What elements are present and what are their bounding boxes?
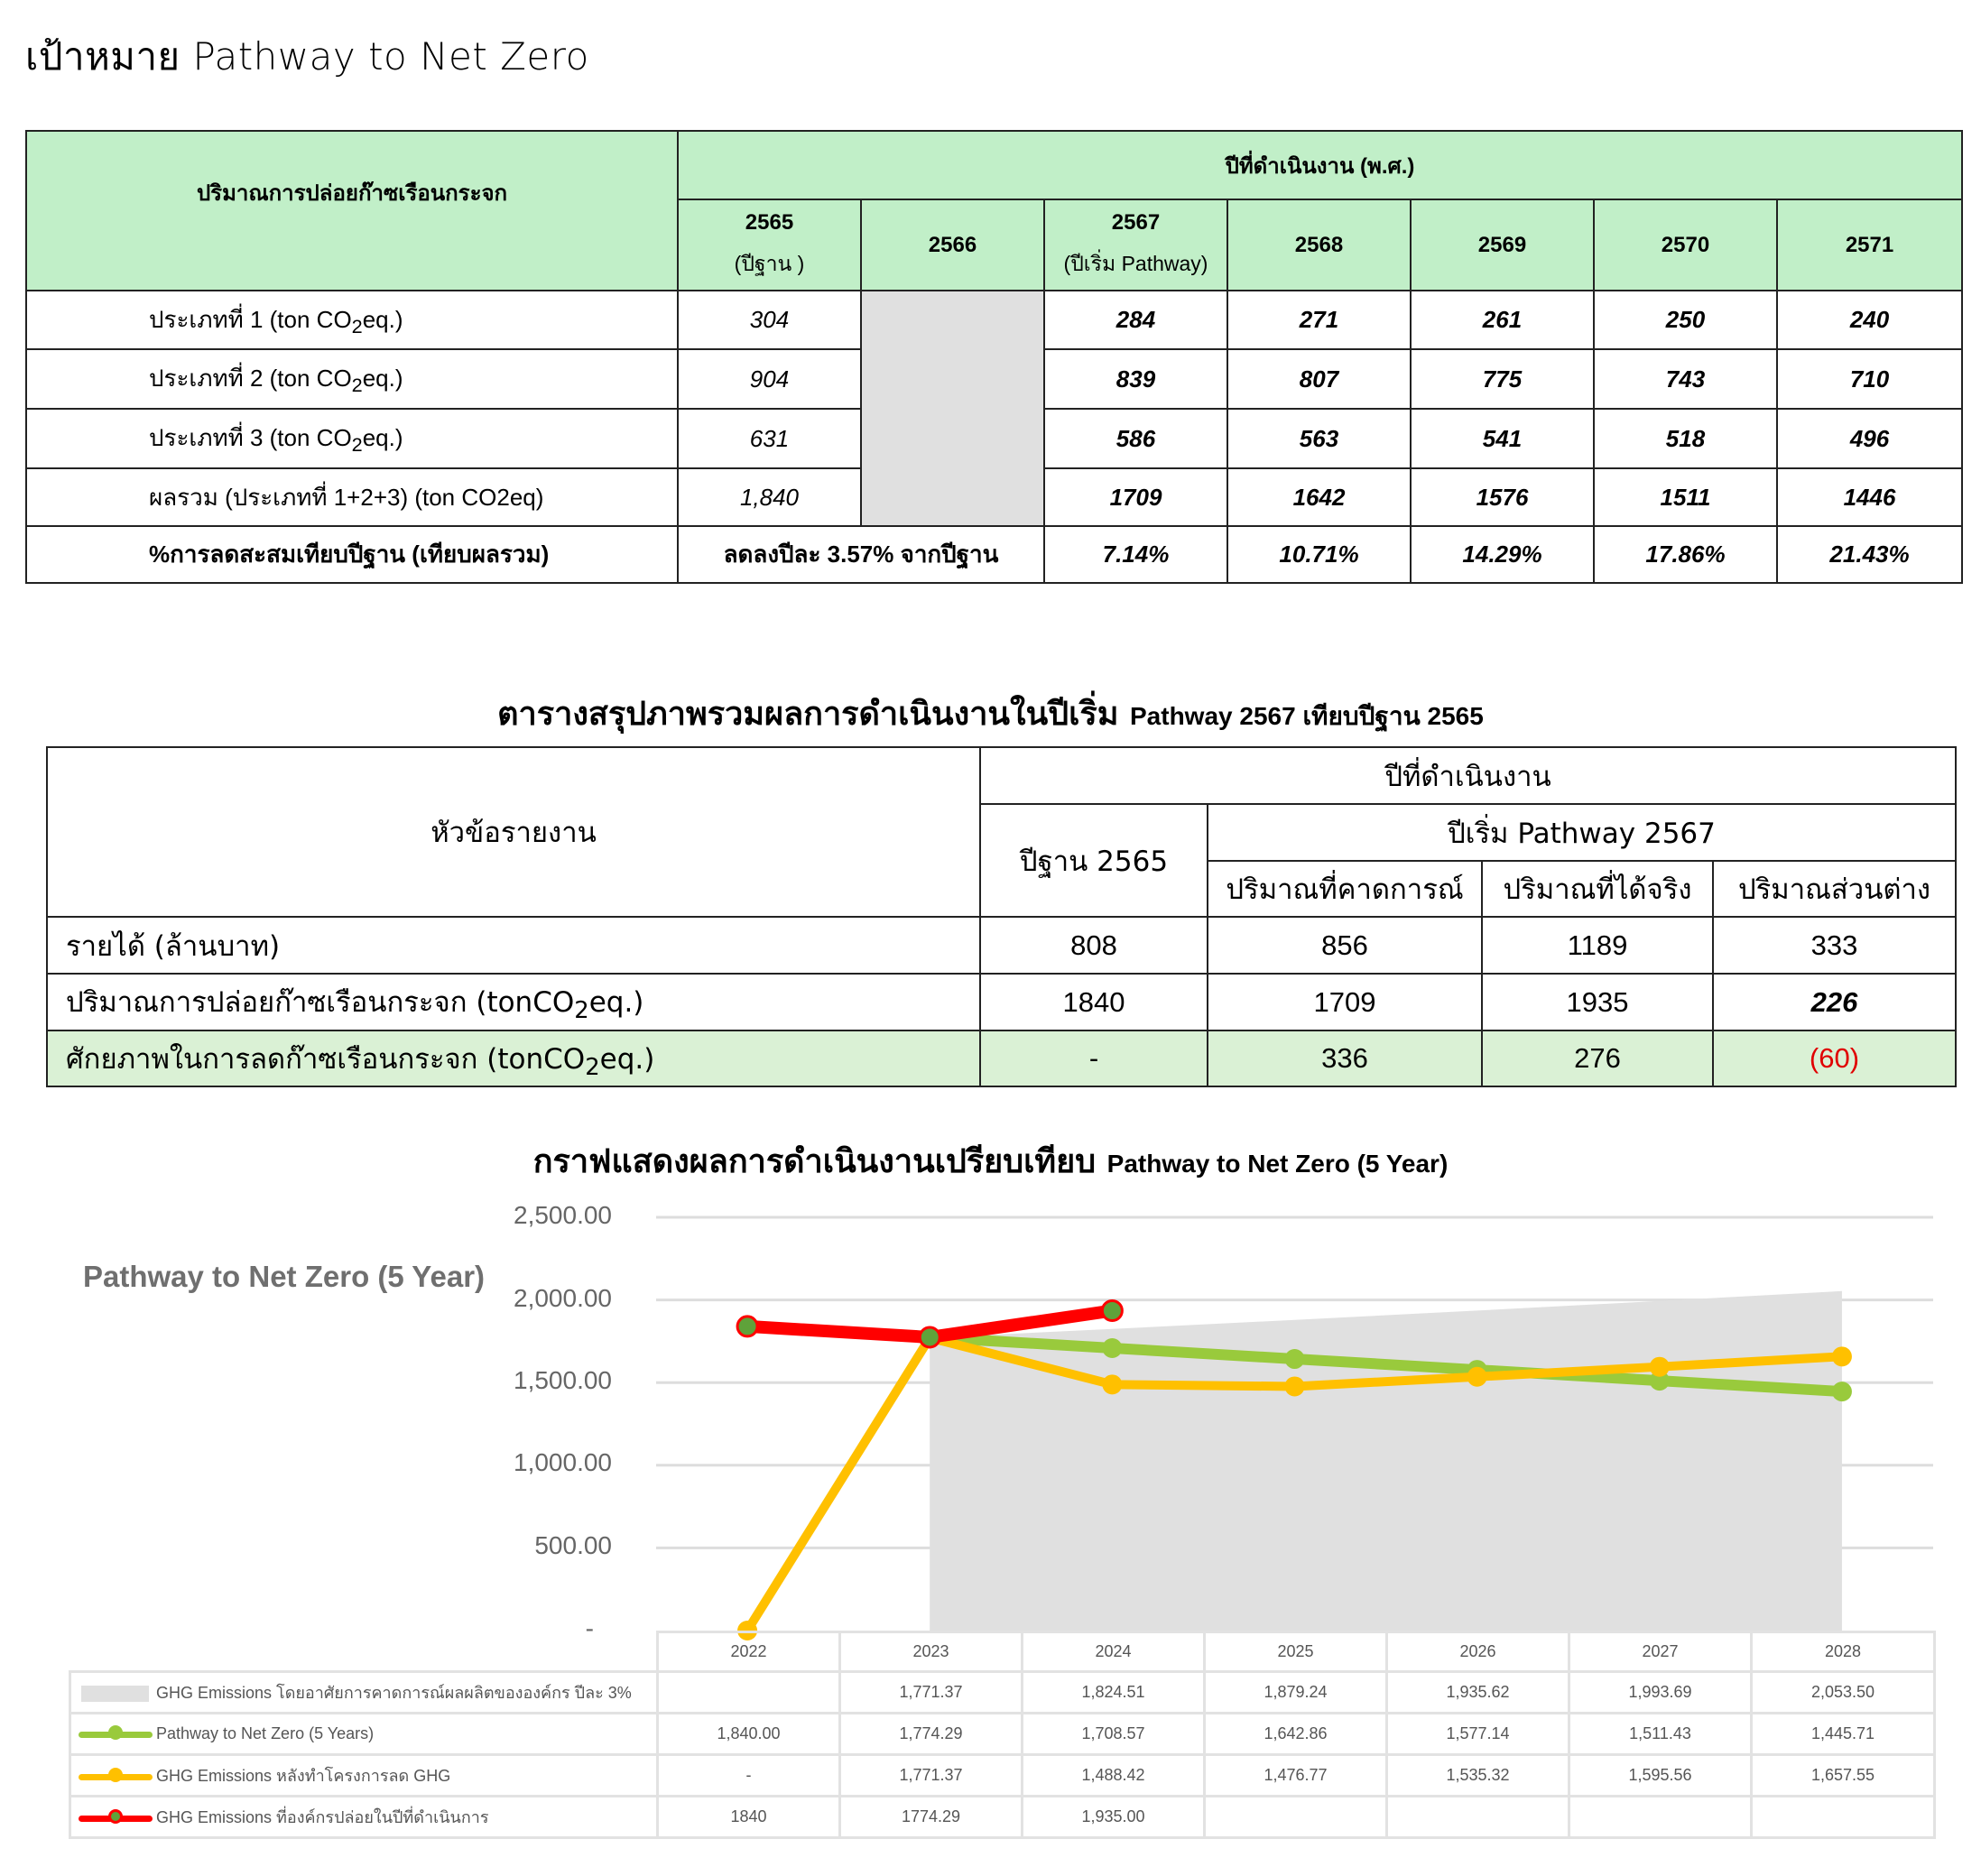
topic-header: หัวข้อรายงาน xyxy=(47,747,980,917)
reduction-note: ลดลงปีละ 3.57% จากปีฐาน xyxy=(678,526,1044,583)
value-cell: 250 xyxy=(1594,291,1777,349)
y-tick: - xyxy=(585,1614,594,1642)
forecast-value: 856 xyxy=(1208,917,1482,974)
x-axis-label: 2026 xyxy=(1387,1632,1569,1672)
value-cell: 541 xyxy=(1411,409,1594,468)
yellow-line-legend-icon xyxy=(79,1770,153,1783)
y-tick: 500.00 xyxy=(534,1531,612,1559)
value-cell: 240 xyxy=(1777,291,1962,349)
data-cell xyxy=(1752,1797,1935,1838)
after-project-marker xyxy=(1102,1374,1122,1394)
y-tick: 2,500.00 xyxy=(514,1201,612,1229)
actual-marker xyxy=(1102,1301,1122,1321)
table-row xyxy=(70,1714,1935,1755)
forecast-header: ปริมาณที่คาดการณ์ xyxy=(1208,861,1482,917)
difference-value: 333 xyxy=(1713,917,1956,974)
data-cell: 1,577.14 xyxy=(1387,1714,1569,1755)
x-axis-label: 2028 xyxy=(1752,1632,1935,1672)
percent-cell: 7.14% xyxy=(1044,526,1227,583)
x-axis-label: 2025 xyxy=(1205,1632,1387,1672)
summary-table-title: ตารางสรุปภาพรวมผลการดำเนินงานในปีเริ่ม Pathway 2567 เทียบปีฐาน 2565 xyxy=(497,696,1484,733)
after-project-marker xyxy=(1467,1367,1487,1387)
legend-after-project: GHG Emissions หลังทำโครงการลด GHG xyxy=(70,1755,658,1797)
data-cell: 1,445.71 xyxy=(1752,1714,1935,1755)
row-label: ศักยภาพในการลดก๊าซเรือนกระจก (tonCO$_2$eq.) xyxy=(47,1030,980,1086)
red-line-legend-icon xyxy=(79,1812,153,1825)
actual-header: ปริมาณที่ได้จริง xyxy=(1482,861,1713,917)
after-project-marker xyxy=(1285,1376,1305,1396)
row-label: รายได้ (ล้านบาท) xyxy=(47,917,980,974)
y-tick: 2,000.00 xyxy=(514,1284,612,1312)
data-cell xyxy=(1569,1797,1752,1838)
percent-cell: 17.86% xyxy=(1594,526,1777,583)
actual-marker xyxy=(737,1317,757,1336)
chart-series-title: Pathway to Net Zero (5 Year) xyxy=(83,1260,486,1293)
data-cell: 1,993.69 xyxy=(1569,1672,1752,1714)
data-cell: 1,771.37 xyxy=(840,1755,1023,1797)
x-axis-label: 2027 xyxy=(1569,1632,1752,1672)
data-cell: 1,708.57 xyxy=(1023,1714,1205,1755)
base-value: 808 xyxy=(980,917,1208,974)
row-label: ประเภทที่ 3 (ton $CO_2eq$.) xyxy=(26,409,678,468)
value-cell: 710 xyxy=(1777,349,1962,409)
difference-value-negative: (60) xyxy=(1713,1030,1956,1086)
forecast-value: 1709 xyxy=(1208,974,1482,1030)
page-title: เป้าหมาย Pathway to Net Zero xyxy=(25,34,589,79)
actual-value: 1189 xyxy=(1482,917,1713,974)
y-tick: 1,000.00 xyxy=(514,1448,612,1476)
gray-area-legend-icon xyxy=(79,1687,153,1700)
value-cell: 743 xyxy=(1594,349,1777,409)
value-cell: 839 xyxy=(1044,349,1227,409)
data-cell: 1,642.86 xyxy=(1205,1714,1387,1755)
base-value: 1,840 xyxy=(678,468,861,526)
base-value: 304 xyxy=(678,291,861,349)
actual-value: 1935 xyxy=(1482,974,1713,1030)
legend-actual: GHG Emissions ที่องค์กรปล่อยในปีที่ดำเนินการ xyxy=(70,1797,658,1838)
data-cell: 1,935.62 xyxy=(1387,1672,1569,1714)
year-header-2565: 2565 (ปีฐาน ) xyxy=(678,199,861,291)
table-row xyxy=(70,1797,1935,1838)
difference-header: ปริมาณส่วนต่าง xyxy=(1713,861,1956,917)
value-cell: 1446 xyxy=(1777,468,1962,526)
value-cell: 1576 xyxy=(1411,468,1594,526)
value-cell: 563 xyxy=(1227,409,1411,468)
percent-cell: 10.71% xyxy=(1227,526,1411,583)
value-cell: 807 xyxy=(1227,349,1411,409)
data-cell: 1774.29 xyxy=(840,1797,1023,1838)
row-label: ผลรวม (ประเภทที่ 1+2+3) (ton CO2eq) xyxy=(26,468,678,526)
base-value: 904 xyxy=(678,349,861,409)
base-value: 631 xyxy=(678,409,861,468)
data-cell: 1,935.00 xyxy=(1023,1797,1205,1838)
x-axis-label: 2022 xyxy=(658,1632,840,1672)
actual-value: 276 xyxy=(1482,1030,1713,1086)
pathway-marker xyxy=(1285,1349,1305,1369)
base-value: 1840 xyxy=(980,974,1208,1030)
value-cell: 261 xyxy=(1411,291,1594,349)
year-header-2569: 2569 xyxy=(1411,199,1594,291)
value-cell: 775 xyxy=(1411,349,1594,409)
pathway-marker xyxy=(1102,1338,1122,1358)
value-cell: 586 xyxy=(1044,409,1227,468)
difference-value: 226 xyxy=(1713,974,1956,1030)
pathway-year-header: ปีเริ่ม Pathway 2567 xyxy=(1208,804,1956,861)
row-label: %การลดสะสมเทียบปีฐาน (เทียบผลรวม) xyxy=(26,526,678,583)
x-axis-label: 2023 xyxy=(840,1632,1023,1672)
data-cell: 1,657.55 xyxy=(1752,1755,1935,1797)
data-cell: 1,840.00 xyxy=(658,1714,840,1755)
data-cell: 2,053.50 xyxy=(1752,1672,1935,1714)
data-cell: 1,879.24 xyxy=(1205,1672,1387,1714)
data-cell xyxy=(1387,1797,1569,1838)
x-axis-label: 2024 xyxy=(1023,1632,1205,1672)
chart-data-table xyxy=(69,1631,1936,1839)
operation-year-header: ปีที่ดำเนินงาน (พ.ศ.) xyxy=(678,131,1962,199)
year-header-2571: 2571 xyxy=(1777,199,1962,291)
value-cell: 271 xyxy=(1227,291,1411,349)
year-header-2567: 2567 (ปีเริ่ม Pathway) xyxy=(1044,199,1227,291)
value-cell: 518 xyxy=(1594,409,1777,468)
after-project-marker xyxy=(1650,1357,1670,1377)
pathway-marker xyxy=(1832,1382,1852,1401)
base-year-header: ปีฐาน 2565 xyxy=(980,804,1208,917)
row-label: ประเภทที่ 2 (ton $CO_2eq$.) xyxy=(26,349,678,409)
data-cell: - xyxy=(658,1755,840,1797)
value-cell: 284 xyxy=(1044,291,1227,349)
after-project-marker xyxy=(1832,1346,1852,1366)
base-value: - xyxy=(980,1030,1208,1086)
value-cell: 1709 xyxy=(1044,468,1227,526)
blank-cell xyxy=(70,1632,658,1672)
percent-cell: 14.29% xyxy=(1411,526,1594,583)
data-cell xyxy=(658,1672,840,1714)
operation-year-header: ปีที่ดำเนินงาน xyxy=(980,747,1956,804)
value-cell: 1642 xyxy=(1227,468,1411,526)
year-header-2566: 2566 xyxy=(861,199,1044,291)
legend-area-forecast: GHG Emissions โดยอาศัยการคาดการณ์ผลผลิตขององค์กร ปีละ 3% xyxy=(70,1672,658,1714)
data-cell: 1,595.56 xyxy=(1569,1755,1752,1797)
value-cell: 496 xyxy=(1777,409,1962,468)
green-line-legend-icon xyxy=(79,1728,153,1741)
year-header-2570: 2570 xyxy=(1594,199,1777,291)
data-cell: 1,476.77 xyxy=(1205,1755,1387,1797)
percent-cell: 21.43% xyxy=(1777,526,1962,583)
data-cell: 1,535.32 xyxy=(1387,1755,1569,1797)
data-cell: 1,488.42 xyxy=(1023,1755,1205,1797)
table-row xyxy=(70,1755,1935,1797)
y-tick: 1,500.00 xyxy=(514,1366,612,1394)
value-cell: 1511 xyxy=(1594,468,1777,526)
row-label: ประเภทที่ 1 (ton $CO_2eq$.) xyxy=(26,291,678,349)
row-label: ปริมาณการปล่อยก๊าซเรือนกระจก (tonCO$_2$eq.) xyxy=(47,974,980,1030)
year-header-2568: 2568 xyxy=(1227,199,1411,291)
data-cell: 1840 xyxy=(658,1797,840,1838)
forecast-value: 336 xyxy=(1208,1030,1482,1086)
data-cell xyxy=(1205,1797,1387,1838)
table-row xyxy=(70,1672,1935,1714)
data-cell: 1,771.37 xyxy=(840,1672,1023,1714)
chart-title: กราฟแสดงผลการดำเนินงานเปรียบเทียบ Pathway to Net Zero (5 Year) xyxy=(532,1143,1449,1180)
legend-pathway: Pathway to Net Zero (5 Years) xyxy=(70,1714,658,1755)
data-cell: 1,774.29 xyxy=(840,1714,1023,1755)
actual-marker xyxy=(920,1327,940,1347)
data-cell: 1,511.43 xyxy=(1569,1714,1752,1755)
emission-header: ปริมาณการปล่อยก๊าซเรือนกระจก xyxy=(26,131,678,291)
data-cell: 1,824.51 xyxy=(1023,1672,1205,1714)
